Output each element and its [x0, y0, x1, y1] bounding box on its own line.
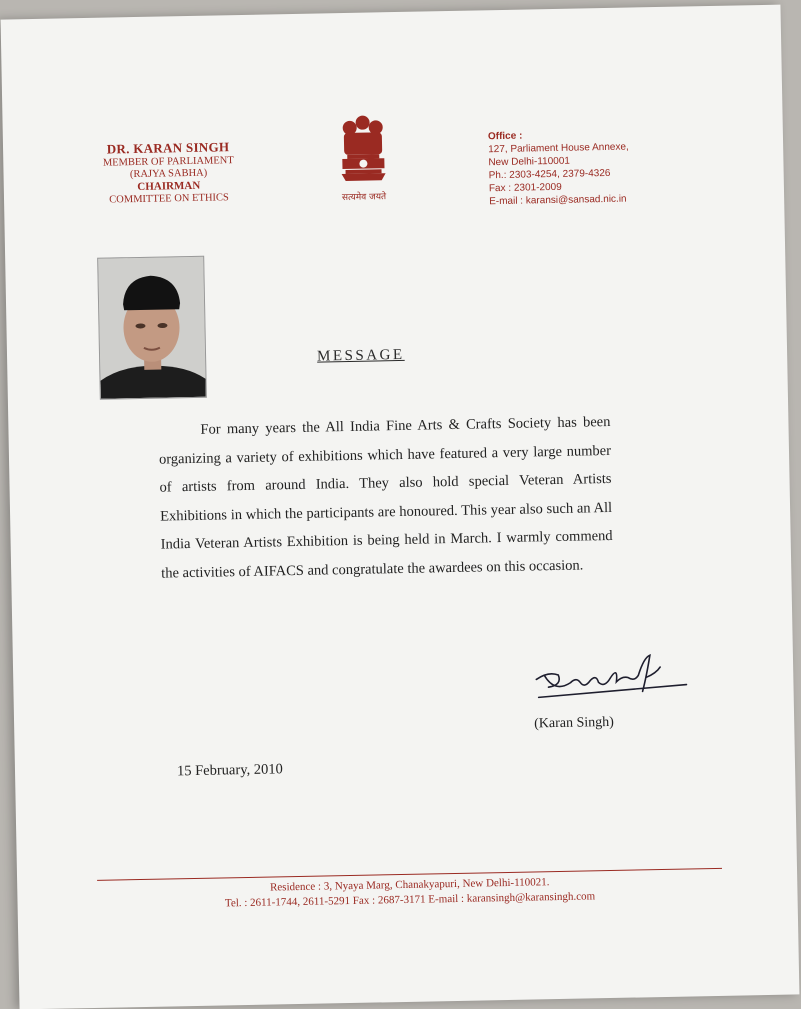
- residence-address: Residence : 3, Nyaya Marg, Chanakyapuri, New Delhi-110021.: [269, 876, 550, 894]
- message-paragraph: For many years the All India Fine Arts & Crafts Society has been organizing a variety of exhibitions which have featured a very large number of artists from around India. They also hold special Veteran Artists Exhibitions in which the participants are honoured. This year also such an All India Veteran Artists Exhibition is being held in March. I warmly commend the activities of AIFACS and congratulate the awardees on this occasion.: [158, 413, 613, 582]
- state-emblem: [327, 112, 399, 208]
- office-phone: Ph.: 2303-4254, 2379-4326: [488, 167, 611, 182]
- portrait-image: [98, 257, 206, 399]
- office-email: E-mail : karansi@sansad.nic.in: [489, 193, 627, 208]
- signer-name: (Karan Singh): [534, 714, 615, 732]
- emblem-motto: सत्यमेव जयते: [341, 192, 387, 204]
- message-heading: MESSAGE: [316, 346, 405, 365]
- role-line-2: (RAJYA SABHA): [129, 167, 208, 181]
- role-line-1: MEMBER OF PARLIAMENT: [102, 155, 234, 169]
- letterhead-identity: [73, 140, 264, 207]
- sender-photo: [97, 256, 207, 400]
- sender-name: DR. KARAN SINGH: [106, 139, 230, 157]
- office-address-line-1: 127, Parliament House Annexe,: [488, 141, 629, 156]
- residence-contact: Tel. : 2611-1744, 2611-5291 Fax : 2687-3171 E-mail : karansingh@karansingh.com: [224, 890, 596, 910]
- message-body: [158, 408, 613, 588]
- letter-date: 15 February, 2010: [176, 761, 283, 780]
- role-line-3: CHAIRMAN: [137, 179, 201, 194]
- handwritten-signature: [518, 647, 689, 710]
- role-line-4: COMMITTEE ON ETHICS: [109, 191, 229, 206]
- office-title: Office :: [487, 130, 523, 143]
- office-address-line-2: New Delhi-110001: [488, 155, 571, 169]
- office-fax: Fax : 2301-2009: [488, 181, 562, 195]
- office-address-block: [488, 126, 729, 209]
- lion-capital-icon: [332, 112, 393, 185]
- letter-page: [1, 5, 800, 1009]
